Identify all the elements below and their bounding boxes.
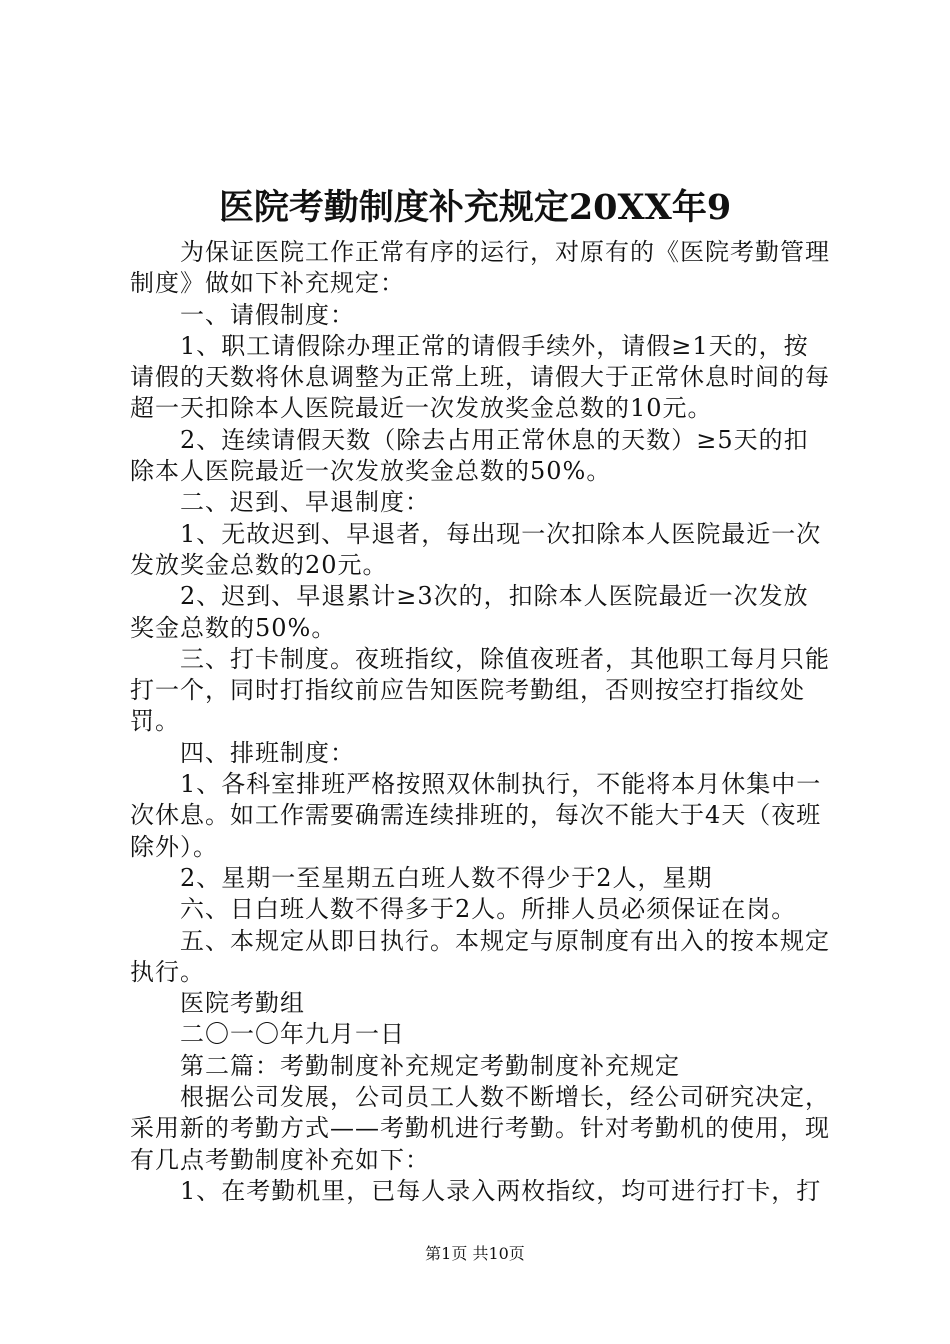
part-two-intro: 根据公司发展，公司员工人数不断增长，经公司研究决定，采用新的考勤方式——考勤机进行考勤。针对考勤机的使用，现有几点考勤制度补充如下： (130, 1083, 830, 1174)
intro-paragraph: 为保证医院工作正常有序的运行，对原有的《医院考勤管理制度》做如下补充规定： (130, 238, 830, 298)
section-heading-late: 二、迟到、早退制度： (180, 488, 430, 517)
schedule-rule-2-cont: 六、日白班人数不得多于2人。所排人员必须保证在岗。 (180, 895, 797, 924)
schedule-rule-2: 2、星期一至星期五白班人数不得少于2人，星期 (180, 863, 713, 892)
signature-org: 医院考勤组 (180, 989, 305, 1018)
part-two-heading: 第二篇：考勤制度补充规定考勤制度补充规定 (180, 1051, 680, 1080)
leave-rule-2: 2、连续请假天数（除去占用正常休息的天数）≥5天的扣除本人医院最近一次发放奖金总数的50%。 (130, 425, 809, 486)
section-heading-schedule: 四、排班制度： (180, 738, 355, 767)
document-title: 医院考勤制度补充规定20XX年9 (218, 187, 732, 228)
section-effective: 五、本规定从即日执行。本规定与原制度有出入的按本规定执行。 (130, 926, 830, 986)
late-rule-2: 2、迟到、早退累计≥3次的，扣除本人医院最近一次发放奖金总数的50%。 (130, 582, 809, 642)
schedule-rule-1: 1、各科室排班严格按照双休制执行，不能将本月休集中一次休息。如工作需要确需连续排班的，每次不能大于4天（夜班除外）。 (130, 770, 822, 861)
page-footer: 第1页 共10页 (425, 1244, 525, 1263)
signature-date: 二〇一〇年九月一日 (180, 1020, 405, 1049)
leave-rule-1: 1、职工请假除办理正常的请假手续外，请假≥1天的，按请假的天数将休息调整为正常上班，请假大于正常休息时间的每超一天扣除本人医院最近一次发放奖金总数的10元。 (130, 331, 830, 423)
section-punch-card: 三、打卡制度。夜班指纹，除值夜班者，其他职工每月只能打一个，同时打指纹前应告知医院考勤组，否则按空打指纹处罚。 (130, 644, 830, 736)
document-body (130, 237, 830, 1207)
section-heading-leave: 一、请假制度： (180, 300, 355, 329)
part-two-rule-1: 1、在考勤机里，已每人录入两枚指纹，均可进行打卡，打 (180, 1176, 822, 1205)
late-rule-1: 1、无故迟到、早退者，每出现一次扣除本人医院最近一次发放奖金总数的20元。 (130, 519, 822, 579)
